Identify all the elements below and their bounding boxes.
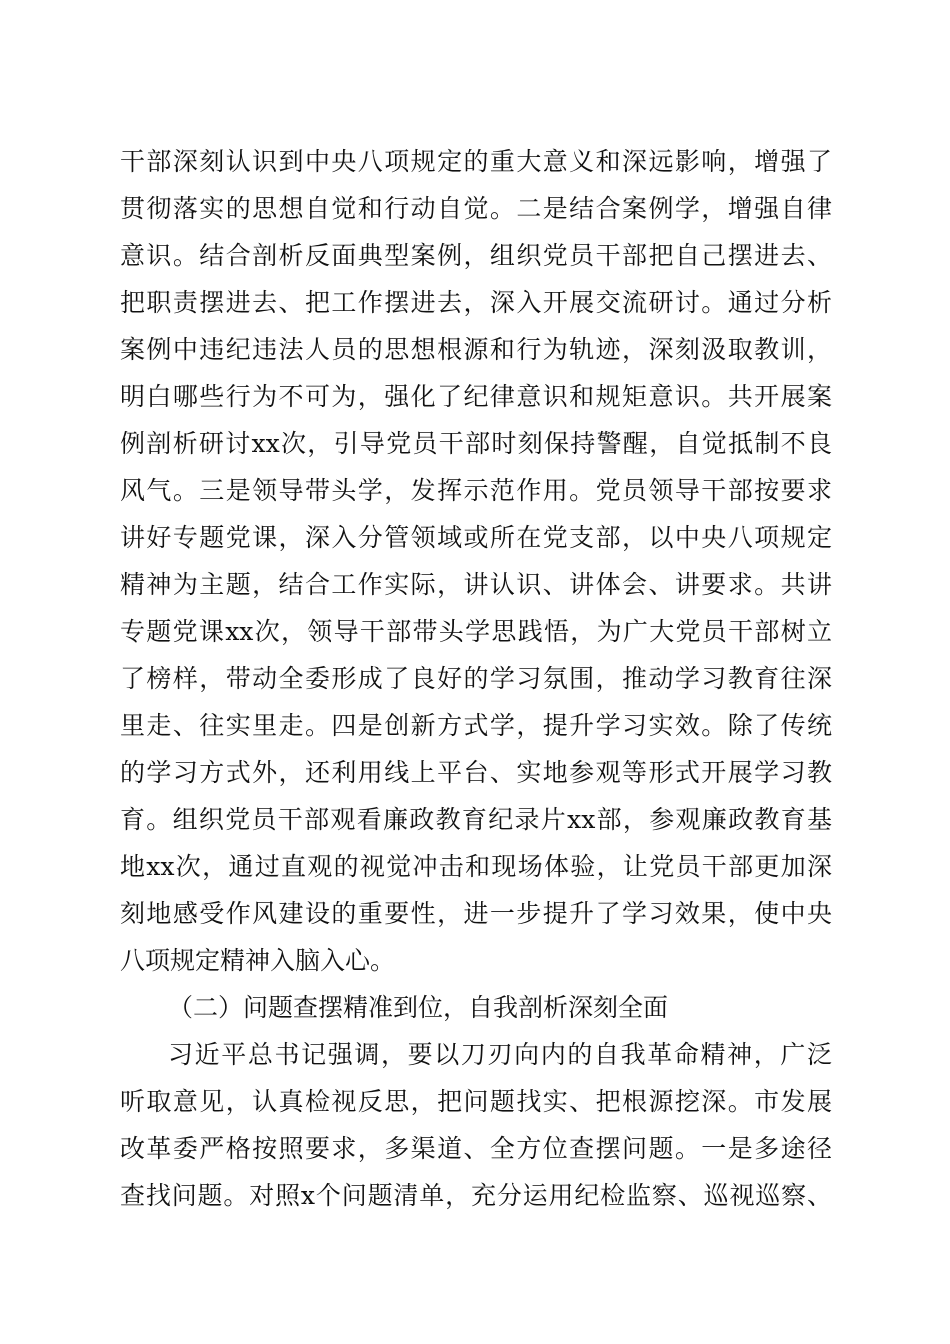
paragraph-2-line-1: 习近平总书记强调，要以刀刃向内的自我革命精神，广泛 — [168, 1040, 832, 1069]
paragraph-1-line-1: 干部深刻认识到中央八项规定的重大意义和深远影响，增强了 — [120, 147, 832, 176]
paragraph-1-line-18: 八项规定精神入脑入心。 — [120, 946, 396, 975]
paragraph-1-line-6: 明白哪些行为不可为，强化了纪律意识和规矩意识。共开展案 — [120, 382, 832, 411]
paragraph-1-line-4: 把职责摆进去、把工作摆进去，深入开展交流研讨。通过分析 — [120, 288, 832, 317]
paragraph-1-line-2: 贯彻落实的思想自觉和行动自觉。二是结合案例学，增强自律 — [120, 194, 832, 223]
paragraph-1-line-10: 精神为主题，结合工作实际，讲认识、讲体会、讲要求。共讲 — [120, 570, 832, 599]
paragraph-1-line-16: 地xx次，通过直观的视觉冲击和现场体验，让党员干部更加深 — [120, 852, 832, 881]
section-heading-2: （二）问题查摆精准到位，自我剖析深刻全面 — [168, 993, 669, 1022]
paragraph-1-line-13: 里走、往实里走。四是创新方式学，提升学习实效。除了传统 — [120, 711, 832, 740]
paragraph-1-line-11: 专题党课xx次，领导干部带头学思践悟，为广大党员干部树立 — [120, 617, 832, 646]
paragraph-1-line-3: 意识。结合剖析反面典型案例，组织党员干部把自己摆进去、 — [120, 241, 832, 270]
paragraph-1-line-14: 的学习方式外，还利用线上平台、实地参观等形式开展学习教 — [120, 758, 832, 787]
paragraph-1-line-9: 讲好专题党课，深入分管领域或所在党支部，以中央八项规定 — [120, 523, 832, 552]
paragraph-1-line-8: 风气。三是领导带头学，发挥示范作用。党员领导干部按要求 — [120, 476, 832, 505]
paragraph-1-line-5: 案例中违纪违法人员的思想根源和行为轨迹，深刻汲取教训， — [120, 335, 832, 364]
paragraph-1-line-7: 例剖析研讨xx次，引导党员干部时刻保持警醒，自觉抵制不良 — [120, 429, 832, 458]
paragraph-1-line-17: 刻地感受作风建设的重要性，进一步提升了学习效果，使中央 — [120, 899, 832, 928]
paragraph-1-line-15: 育。组织党员干部观看廉政教育纪录片xx部，参观廉政教育基 — [120, 805, 832, 834]
paragraph-2-line-4: 查找问题。对照x个问题清单，充分运用纪检监察、巡视巡察、 — [120, 1181, 832, 1210]
paragraph-2-line-3: 改革委严格按照要求，多渠道、全方位查摆问题。一是多途径 — [120, 1134, 832, 1163]
paragraph-2-line-2: 听取意见，认真检视反思，把问题找实、把根源挖深。市发展 — [120, 1087, 832, 1116]
paragraph-1-line-12: 了榜样，带动全委形成了良好的学习氛围，推动学习教育往深 — [120, 664, 832, 693]
